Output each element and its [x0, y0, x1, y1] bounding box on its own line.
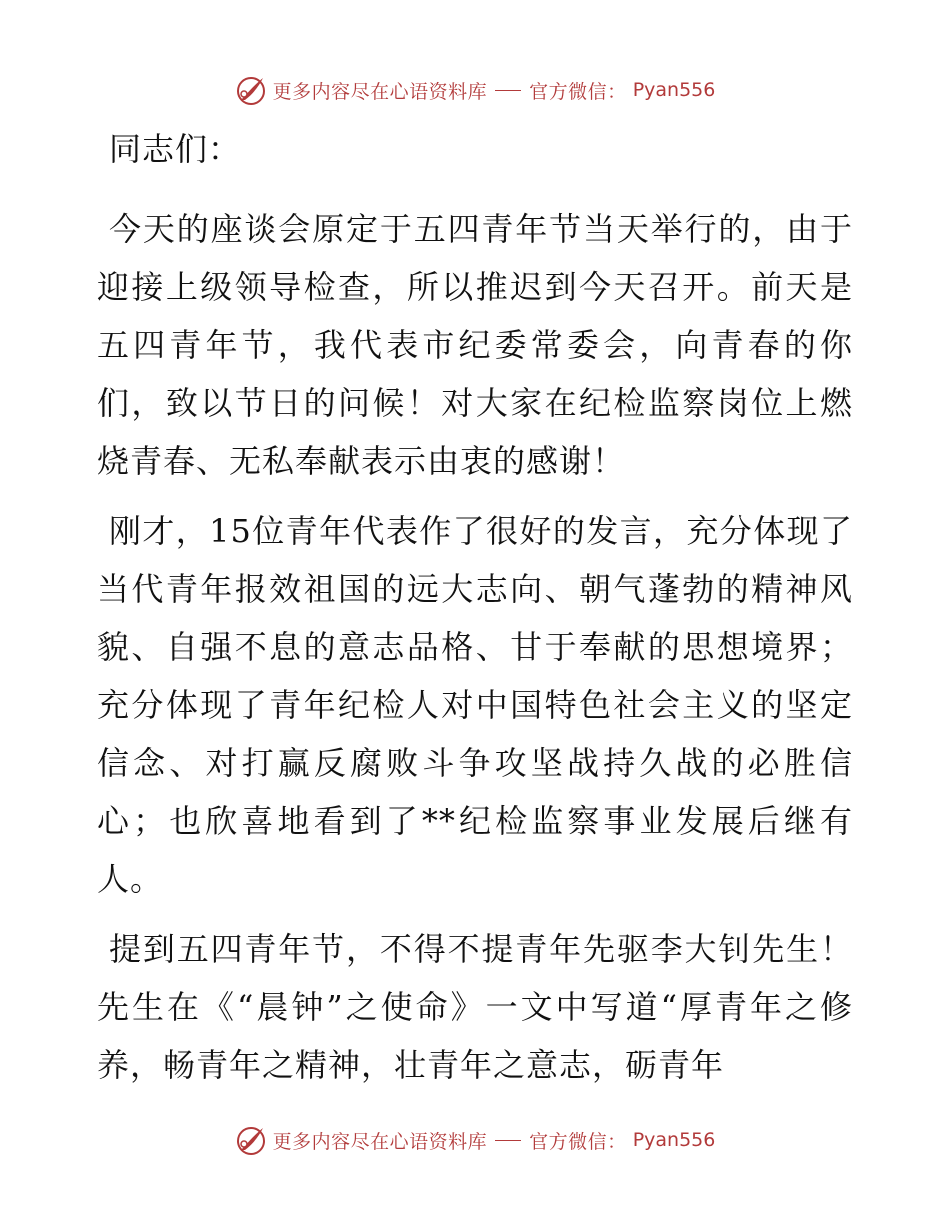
- watermark-prefix: 更多内容尽在心语资料库: [272, 80, 488, 103]
- document-body: [97, 120, 853, 1106]
- header-watermark: [0, 70, 950, 110]
- quill-logo-icon: [235, 1124, 267, 1156]
- quill-logo-icon: [235, 74, 267, 106]
- salutation: 同志们：: [109, 130, 242, 168]
- watermark-suffix: 官方微信：: [529, 80, 627, 103]
- watermark-dash: [495, 90, 521, 91]
- watermark-suffix: 官方微信：: [529, 1130, 627, 1153]
- watermark-account: Pyan556: [632, 1129, 716, 1151]
- footer-watermark: [0, 1120, 950, 1160]
- paragraph-2: 刚才，15位青年代表作了很好的发言，充分体现了当代青年报效祖国的远大志向、朝气蓬勃的精神风貌、自强不息的意志品格、甘于奉献的思想境界；充分体现了青年纪检人对中国特色社会主义的坚定信念、对打赢反腐败斗争攻坚战持久战的必胜信心；也欣喜地看到了**纪检监察事业发展后继有人。: [97, 512, 853, 898]
- watermark-prefix: 更多内容尽在心语资料库: [272, 1130, 488, 1153]
- watermark-account: Pyan556: [632, 79, 716, 101]
- paragraph-3: 提到五四青年节，不得不提青年先驱李大钊先生！先生在《“晨钟”之使命》一文中写道“厚青年之修养，畅青年之精神，壮青年之意志，砺青年: [97, 930, 853, 1084]
- watermark-dash: [495, 1140, 521, 1141]
- paragraph-1: 今天的座谈会原定于五四青年节当天举行的，由于迎接上级领导检查，所以推迟到今天召开。前天是五四青年节，我代表市纪委常委会，向青春的你们，致以节日的问候！对大家在纪检监察岗位上燃烧青春、无私奉献表示由衷的感谢！: [97, 210, 853, 480]
